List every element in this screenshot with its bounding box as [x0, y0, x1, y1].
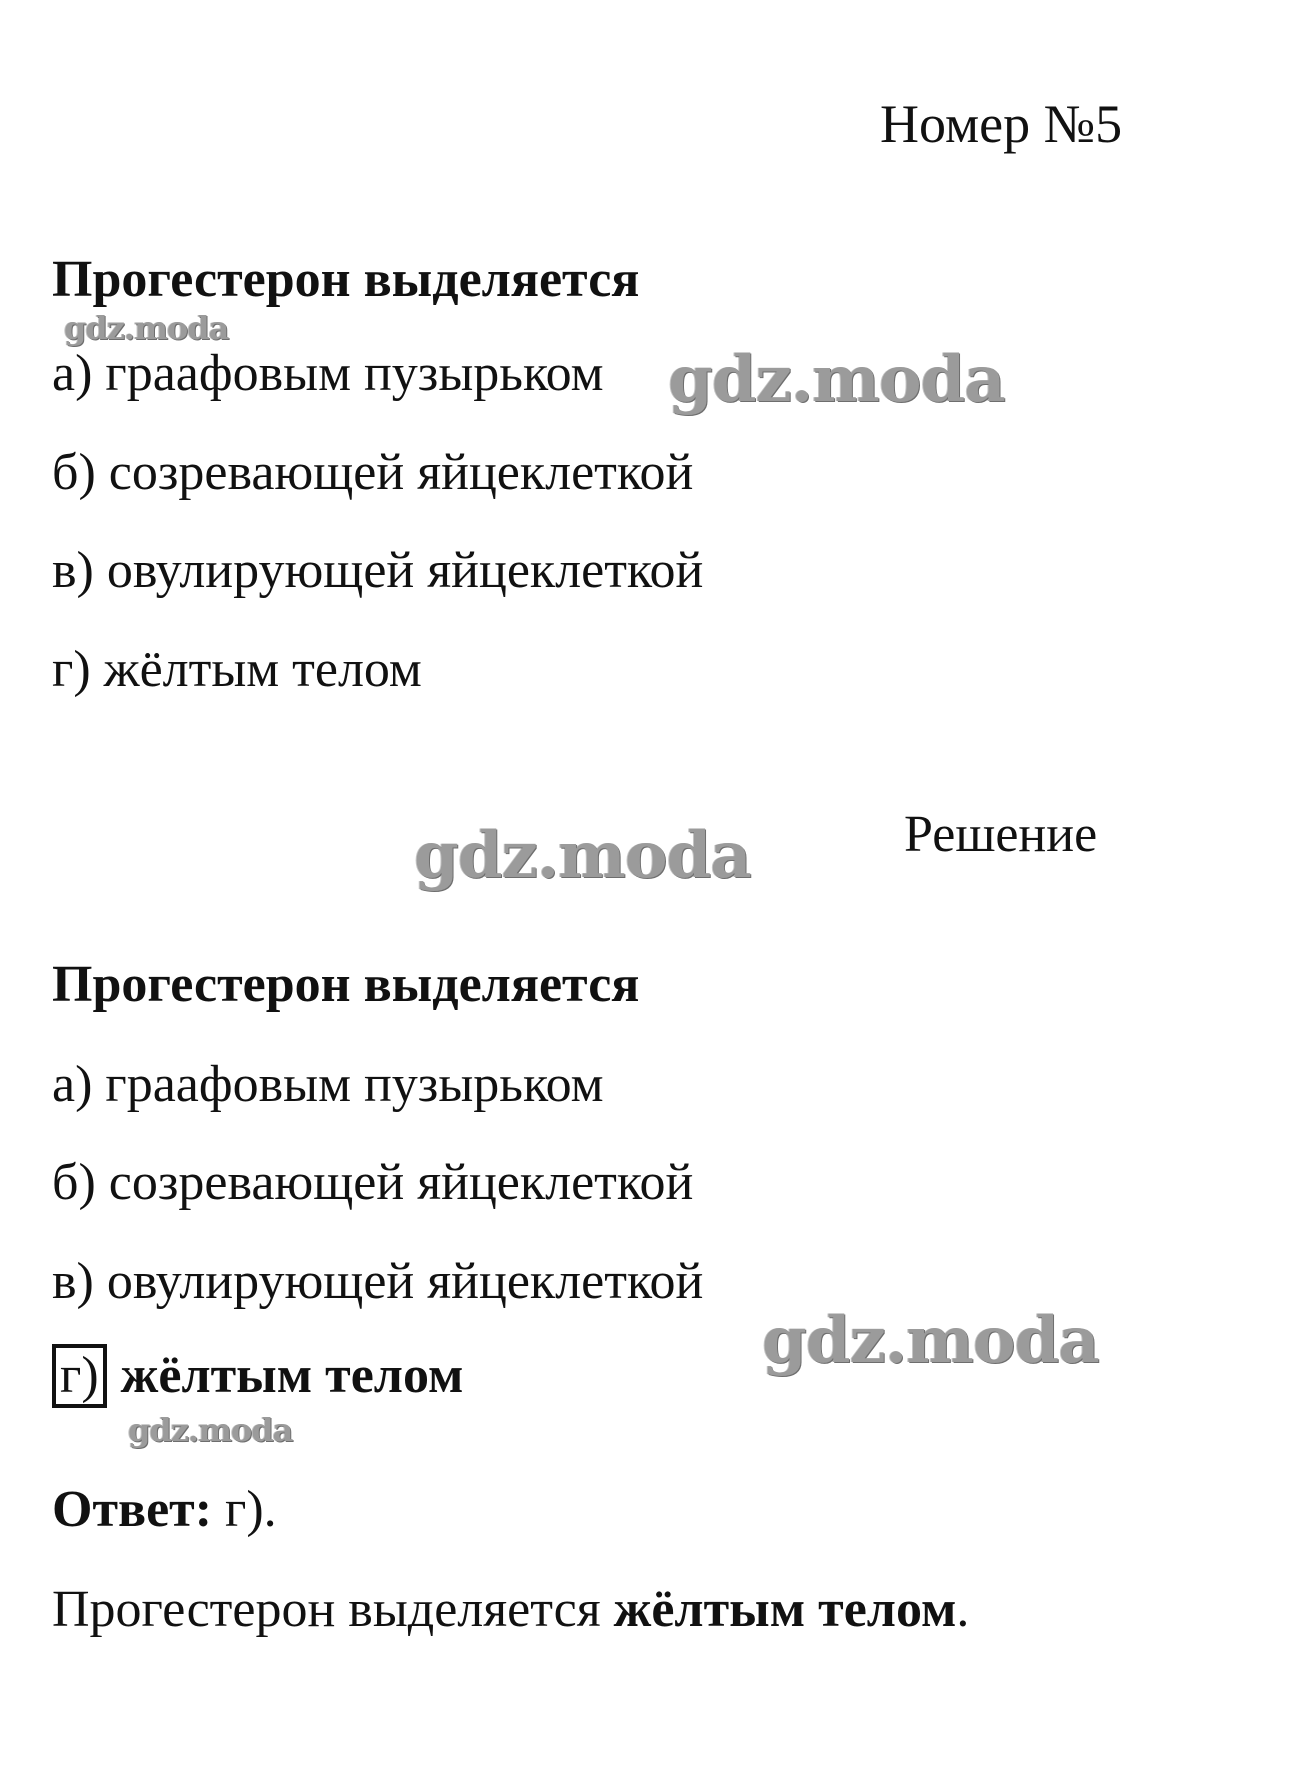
answer-label: Ответ:: [52, 1481, 213, 1538]
task-option-c: в) овулирующей яйцеклеткой: [52, 542, 704, 599]
solution-option-c: в) овулирующей яйцеклеткой: [52, 1253, 704, 1310]
watermark: gdz.moda: [762, 1303, 1099, 1378]
solution-question: Прогестерон выделяется: [52, 956, 640, 1013]
solution-selected-option: [52, 1344, 463, 1408]
answer-line: [52, 1480, 277, 1540]
task-option-a: а) граафовым пузырьком: [52, 345, 604, 402]
task-question: Прогестерон выделяется: [52, 251, 640, 308]
watermark: gdz.moda: [668, 342, 1005, 417]
watermark: gdz.moda: [414, 818, 751, 893]
explanation-line: [52, 1580, 969, 1640]
selected-letter-box: г): [52, 1344, 107, 1408]
explanation-prefix: Прогестерон выделяется: [52, 1581, 601, 1638]
solution-option-a: а) граафовым пузырьком: [52, 1056, 604, 1113]
task-option-b: б) созревающей яйцеклеткой: [52, 444, 694, 501]
watermark: gdz.moda: [128, 1411, 293, 1449]
watermark: gdz.moda: [64, 309, 229, 347]
task-number: Номер №5: [880, 94, 1123, 154]
explanation-suffix: .: [956, 1581, 970, 1638]
solution-option-b: б) созревающей яйцеклеткой: [52, 1154, 694, 1211]
task-option-d: г) жёлтым телом: [52, 641, 422, 698]
selected-option-text: жёлтым телом: [120, 1347, 464, 1404]
solution-label: Решение: [904, 806, 1098, 863]
explanation-bold: жёлтым телом: [613, 1581, 957, 1638]
answer-value: г).: [225, 1481, 277, 1538]
